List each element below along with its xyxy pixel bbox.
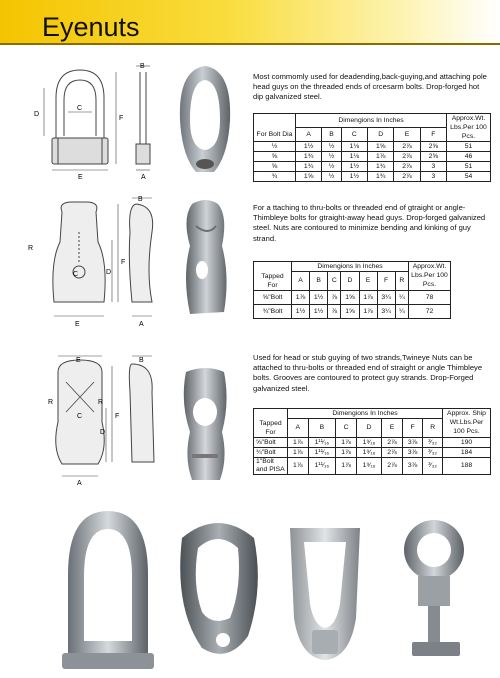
table-group-header: Dimengions In Inches (296, 114, 447, 128)
table-cell: 1⅞ (359, 290, 377, 304)
table-cell: 3⅞ (402, 457, 423, 474)
table-cell: ⅝ (254, 152, 296, 162)
table-cell: 1⅞ (336, 447, 357, 457)
thimbleye-nut-photo (172, 196, 238, 324)
table-cell: ¾"Bolt (254, 304, 292, 318)
table-cell: 54 (447, 172, 491, 182)
dim-label-c: C (77, 413, 83, 420)
col-header: B (308, 419, 336, 438)
table-weight-header: Approx. Ship Wt.Lbs.Per 100 Pcs. (443, 409, 491, 438)
dim-label-a: A (77, 480, 82, 487)
table-cell: ⅞ (328, 290, 341, 304)
dim-label-a: A (141, 174, 146, 181)
table-cell: 2⅝ (420, 142, 446, 152)
table-cell: 72 (409, 304, 451, 318)
dim-label-a: A (139, 321, 144, 328)
table-cell: 1¾ (368, 172, 394, 182)
dim-label-b: B (140, 63, 145, 70)
dim-label-b: B (138, 196, 143, 203)
table-first-col-header: Tapped For (254, 272, 292, 291)
section3-description: Used for head or stub guying of two strands,Twineye Nuts can be attached to thru-bolts or threaded end of straight or angle Thimbleye bolts. Grooves are contoured to protect guy strands. Drop-Forged galvanized steel. (253, 353, 483, 393)
dim-label-e: E (76, 357, 81, 364)
table-row (254, 152, 491, 162)
col-header: E (359, 272, 377, 291)
section2-description: For a ttaching to thru-bolts or threaded end of gtraight or angle-Thimbleye bolts for gtraight-away head guys. Drop-forged galvanized steel. Nuts are contoured to minimize bending and kinking of guy strand. (253, 203, 486, 243)
table-row (254, 304, 451, 318)
table-cell: 1¹¹⁄₁₆ (308, 447, 336, 457)
dim-label-f: F (115, 413, 120, 420)
table-cell: ⅞ (328, 304, 341, 318)
table-cell: 46 (447, 152, 491, 162)
dim-label-e: E (75, 321, 80, 328)
table-cell: 1⅞ (292, 290, 310, 304)
table-header-cell (254, 114, 296, 128)
dim-label-b: B (139, 357, 144, 364)
header-divider (0, 43, 500, 45)
table-cell: 2⅞ (382, 437, 403, 447)
table-cell: ½ (322, 152, 341, 162)
thimble-clevis-photo (282, 508, 368, 668)
table-cell: 3⅞ (402, 447, 423, 457)
col-header: D (356, 419, 381, 438)
table-cell: 2⅞ (394, 162, 420, 172)
table-cell: 1⅞ (336, 457, 357, 474)
table-group-header: Dimengions In Inches (292, 262, 409, 272)
table-first-col-header: For Bolt Dia (254, 128, 296, 142)
table-row (254, 290, 451, 304)
table-cell: 1⅞ (368, 152, 394, 162)
table-cell: ¾"Bolt (254, 447, 288, 457)
col-header: C (336, 419, 357, 438)
teardrop-eyenut-photo (168, 508, 268, 668)
table-cell: 1½ (341, 172, 367, 182)
col-header: A (292, 272, 310, 291)
table-cell: 1⅞ (288, 447, 309, 457)
page-title: Eyenuts (42, 12, 140, 42)
table-cell: 190 (443, 437, 491, 447)
table-cell: 1⅞ (336, 437, 357, 447)
table-cell: 1½ (341, 162, 367, 172)
table-cell: 2⅝ (420, 152, 446, 162)
table-cell: 2⅞ (394, 172, 420, 182)
table-cell: ⅝"Bolt (254, 290, 292, 304)
table-weight-header: Approx.Wt. Lbs.Per 100 Pcs. (447, 114, 491, 142)
table-cell: 1½ (310, 290, 328, 304)
lifting-eyenut-photo (388, 510, 488, 670)
dim-label-r2: R (98, 399, 104, 406)
table-cell: ½ (322, 162, 341, 172)
table-cell: 1⅞ (288, 457, 309, 474)
section1-description: Most commomly used for deadending,back-guying,and attaching pole head guys on the threaded ends of crcesarm bolts. Drop-forged hot dip galvanized steel. (253, 72, 487, 102)
col-header: C (328, 272, 341, 291)
dim-label-f: F (121, 259, 126, 266)
col-header: A (296, 128, 322, 142)
table-cell: ³⁄₃₂ (423, 437, 443, 447)
table-cell: ³⁄₃₂ (423, 447, 443, 457)
table-cell: 1⅝ (341, 290, 359, 304)
table-cell: 1⁹⁄₁₆ (356, 457, 381, 474)
table-cell: 1⅞ (359, 304, 377, 318)
col-header: B (322, 128, 341, 142)
table-cell: ¼ (395, 304, 408, 318)
table-row (254, 162, 491, 172)
dim-label-f: F (119, 115, 124, 122)
table-cell: 1⅝ (341, 304, 359, 318)
col-header: E (382, 419, 403, 438)
table-cell: 184 (443, 447, 491, 457)
table-cell: 1¾ (296, 152, 322, 162)
table-cell: 1½ (296, 142, 322, 152)
thimbleye-nut-diagram (28, 192, 168, 332)
table-weight-header: Approx.Wt. Lbs.Per 100 Pcs. (409, 262, 451, 291)
col-header: F (420, 128, 446, 142)
table-cell: 3¼ (377, 290, 395, 304)
table-cell: 1⅛ (341, 142, 367, 152)
table-cell: 2⅞ (394, 152, 420, 162)
table-cell: 1⁹⁄₁₆ (356, 447, 381, 457)
table-first-col-header: Tapped For (254, 419, 288, 438)
col-header: F (377, 272, 395, 291)
dim-label-d: D (106, 269, 112, 276)
table-cell: 1⁹⁄₁₆ (356, 437, 381, 447)
table-cell: 2⅞ (394, 142, 420, 152)
col-header: C (341, 128, 367, 142)
col-header: B (310, 272, 328, 291)
table-cell: ⅝"Bolt (254, 437, 288, 447)
dim-label-e: E (78, 174, 83, 181)
table-cell: ³⁄₃₂ (423, 457, 443, 474)
table-cell: 3 (420, 162, 446, 172)
page-header (0, 0, 500, 44)
table-cell: 1½ (310, 304, 328, 318)
section2-spec-table (253, 261, 451, 319)
table-cell: 2⅞ (382, 457, 403, 474)
table-cell: ½ (322, 172, 341, 182)
table-cell: 1"Bolt and PISA (254, 457, 288, 474)
dim-label-r: R (48, 399, 54, 406)
col-header: D (368, 128, 394, 142)
table-cell: 1¹¹⁄₁₆ (308, 437, 336, 447)
table-row (254, 457, 491, 474)
table-row (254, 437, 491, 447)
table-cell: 3⅞ (402, 437, 423, 447)
table-cell: ⅝ (254, 162, 296, 172)
section3-spec-table (253, 408, 491, 475)
table-cell: 2⅞ (382, 447, 403, 457)
table-cell: 51 (447, 162, 491, 172)
table-row (254, 172, 491, 182)
table-cell: 3 (420, 172, 446, 182)
table-header-cell (254, 262, 292, 272)
section1-spec-table (253, 113, 491, 182)
table-cell: 1⅝ (368, 142, 394, 152)
eyenut-diagram (28, 58, 168, 186)
table-cell: 188 (443, 457, 491, 474)
table-cell: ½ (322, 142, 341, 152)
table-cell: ¾ (254, 172, 296, 182)
col-header: A (288, 419, 309, 438)
dim-label-d: D (100, 429, 106, 436)
table-cell: 1½ (292, 304, 310, 318)
table-row (254, 142, 491, 152)
col-header: E (394, 128, 420, 142)
table-cell: 1⅛ (341, 152, 367, 162)
table-cell: 1⅝ (296, 172, 322, 182)
dim-label-c: C (73, 271, 79, 278)
oval-eyenut-photo (58, 505, 158, 673)
table-cell: 1¹¹⁄₁₆ (308, 457, 336, 474)
table-cell: 1¾ (296, 162, 322, 172)
col-header: R (423, 419, 443, 438)
table-cell: 1¾ (368, 162, 394, 172)
table-header-cell (254, 409, 288, 419)
col-header: D (341, 272, 359, 291)
table-cell: ½ (254, 142, 296, 152)
col-header: F (402, 419, 423, 438)
table-row (254, 447, 491, 457)
table-cell: 51 (447, 142, 491, 152)
table-cell: 78 (409, 290, 451, 304)
table-group-header: Dimengions In Inches (288, 409, 443, 419)
twineye-nut-diagram (28, 352, 168, 488)
dim-label-d: D (34, 111, 40, 118)
table-cell: 3¼ (377, 304, 395, 318)
dim-label-r: R (28, 245, 34, 252)
table-cell: 1⅞ (288, 437, 309, 447)
dim-label-c: C (77, 105, 83, 112)
eyenut-photo (170, 60, 240, 182)
table-cell: ¼ (395, 290, 408, 304)
twineye-nut-photo (172, 362, 238, 486)
col-header: R (395, 272, 408, 291)
